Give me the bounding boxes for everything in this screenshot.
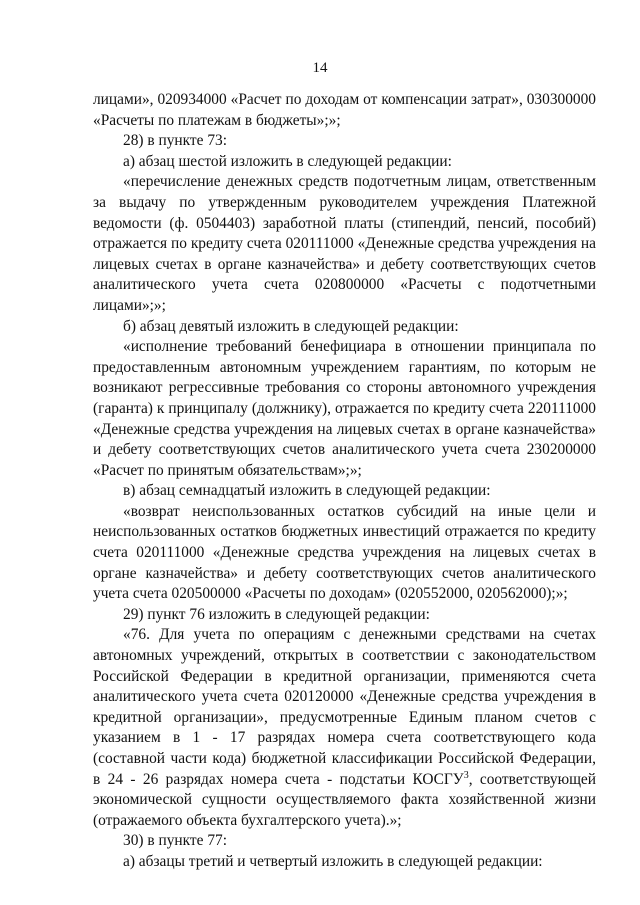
paragraph-item-76-before: «76. Для учета по операциям с денежными средствами на счетах автономных учреждений, открытых в соответствии с законодательством Российской Федерации в кредитной организации, применяются счета аналитического учета счета 020120000 «Денежные средства учреждения в кредитной организации», предусмотренные Единым планом счетов с указанием в 1 - 17 разрядах номера счета соответствующего кода (составной части кода) бюджетной классификации Российской Федерации, в 24 - 26 разрядах номера счета - подстатьи КОСГУ	[93, 626, 596, 788]
paragraph-continuation: лицами», 020934000 «Расчет по доходам от компенсации затрат», 030300000 «Расчеты по платежам в бюджеты»;»;	[93, 91, 596, 129]
paragraph-quote-b: «исполнение требований бенефициара в отношении принципала по предоставленным автономным учреждением гарантиям, по которым не возникают регрессивные требования со стороны автономного учреждения (гаранта) к принципалу (должнику), отражается по кредиту счета 220111000 «Денежные средства учреждения на лицевых счетах в органе казначейства» и дебету соответствующих счетов аналитического учета счета 230200000 «Расчет по принятым обязательствам»;»;	[93, 338, 596, 479]
paragraph-quote-a: «перечисление денежных средств подотчетным лицам, ответственным за выдачу по утвержденным руководителем учреждения Платежной ведомости (ф. 0504403) заработной платы (стипендий, пенсий, пособий) отражается по кредиту счета 020111000 «Денежные средства учреждения на лицевых счетах в органе казначейства» и дебету соответствующих счетов аналитического учета счета 020800000 «Расчеты с подотчетными лицами»;»;	[93, 173, 596, 314]
document-body	[93, 90, 596, 873]
footnote-marker: 3	[463, 769, 469, 781]
paragraph-item-76-text	[93, 625, 596, 831]
paragraph-item-30: 30) в пункте 77:	[123, 832, 227, 850]
paragraph-subitem-v: в) абзац семнадцатый изложить в следующей редакции:	[123, 482, 491, 500]
paragraph-subitem-a-30: а) абзацы третий и четвертый изложить в следующей редакции:	[123, 852, 543, 870]
paragraph-item-28: 28) в пункте 73:	[123, 132, 227, 150]
page-number: 14	[312, 60, 328, 76]
paragraph-quote-v: «возврат неиспользованных остатков субсидий на иные цели и неиспользованных остатков бюджетных инвестиций отражается по кредиту счета 020111000 «Денежные средства учреждения на лицевых счетах в органе казначейства» и дебету соответствующих счетов аналитического учета счета 020500000 «Расчеты по доходам» (020552000, 020562000);»;	[93, 502, 596, 603]
paragraph-subitem-b: б) абзац девятый изложить в следующей редакции:	[123, 317, 459, 335]
paragraph-item-29: 29) пункт 76 изложить в следующей редакции:	[123, 605, 430, 623]
paragraph-subitem-a: а) абзац шестой изложить в следующей редакции:	[123, 152, 452, 170]
paragraph-item-76-after: , соответствующей экономической сущности осуществляемого факта хозяйственной жизни (отражаемого объекта бухгалтерского учета).»;	[93, 770, 596, 829]
